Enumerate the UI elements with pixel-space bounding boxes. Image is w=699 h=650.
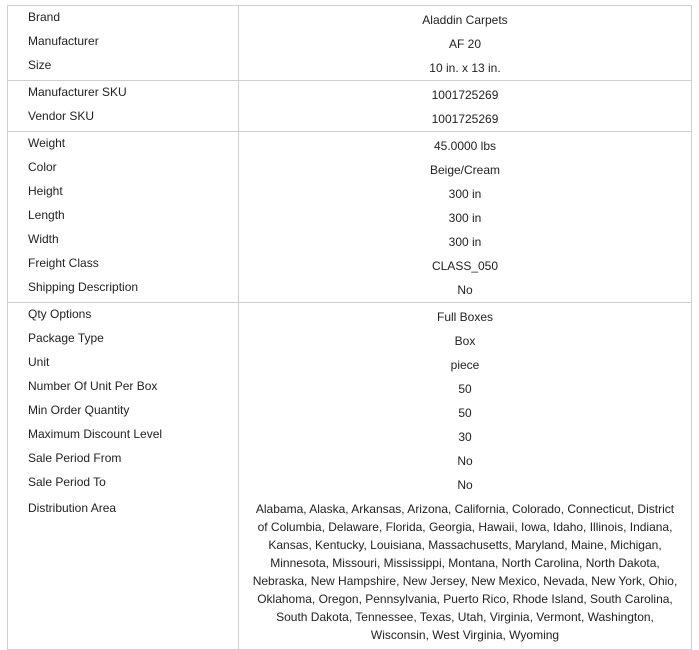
spec-value: Full Boxes — [436, 310, 494, 324]
spec-value: 300 in — [448, 211, 482, 225]
spec-label: Color — [28, 160, 57, 174]
spec-label: Unit — [28, 355, 50, 369]
distribution-area-value: Alabama, Alaska, Arkansas, Arizona, California, Colorado, Connecticut, District of Columbia, Delaware, Florida, Georgia, Hawaii, Iowa, Idaho, Illinois, Indiana, Kansas, Kentucky, Louisiana, Massachusetts, Maryland, Maine, Michigan, Minnesota, Missouri, Mississippi, Montana, North Carolina, North Dakota, Nebraska, New Hampshire, New Jersey, New Mexico, Nevada, New York, Ohio, Oklahoma, Oregon, Pennsylvania, Puerto Rico, Rhode Island, South Carolina, South Dakota, Tennessee, Texas, Utah, Virginia, Vermont, Washington, Wisconsin, West Virginia, Wyoming — [252, 502, 678, 642]
spec-label: Freight Class — [28, 256, 99, 270]
spec-value: No — [457, 478, 473, 492]
spec-value: 45.0000 lbs — [433, 139, 497, 153]
spec-value: 50 — [458, 382, 472, 396]
distribution-value-cell — [239, 497, 692, 650]
spec-value: 300 in — [448, 235, 482, 249]
spec-label: Height — [28, 184, 63, 198]
spec-value: Box — [454, 334, 476, 348]
spec-group-2 — [8, 81, 692, 132]
spec-label: Package Type — [28, 331, 104, 345]
spec-label: Weight — [28, 136, 66, 150]
product-spec-table — [7, 5, 692, 650]
spec-value: 1001725269 — [431, 112, 499, 126]
spec-value: 30 — [458, 430, 472, 444]
spec-label: Size — [28, 58, 52, 72]
spec-value-cell — [239, 303, 692, 498]
spec-label: Manufacturer SKU — [28, 85, 127, 99]
spec-label-cell — [8, 303, 239, 498]
spec-label: Maximum Discount Level — [28, 427, 163, 441]
spec-value-cell — [239, 132, 692, 303]
spec-label-cell — [8, 81, 239, 132]
spec-label: Min Order Quantity — [28, 403, 130, 417]
distribution-label-cell — [8, 497, 239, 650]
spec-label: Distribution Area — [28, 501, 117, 515]
spec-value-cell — [239, 81, 692, 132]
spec-label: Brand — [28, 10, 61, 24]
spec-value: Beige/Cream — [429, 163, 501, 177]
spec-label: Length — [28, 208, 65, 222]
spec-group-1 — [8, 6, 692, 81]
spec-value: CLASS_050 — [431, 259, 499, 273]
spec-value: 50 — [458, 406, 472, 420]
spec-label: Sale Period From — [28, 451, 122, 465]
spec-value: AF 20 — [448, 37, 481, 51]
spec-value: Aladdin Carpets — [422, 13, 508, 27]
distribution-row — [8, 497, 692, 650]
spec-label: Manufacturer — [28, 34, 99, 48]
spec-label: Shipping Description — [28, 280, 139, 294]
spec-label: Number Of Unit Per Box — [28, 379, 158, 393]
spec-value: piece — [450, 358, 480, 372]
spec-label-cell — [8, 6, 239, 81]
spec-value-cell — [239, 6, 692, 81]
spec-label: Width — [28, 232, 59, 246]
spec-label: Vendor SKU — [28, 109, 95, 123]
spec-value: 300 in — [448, 187, 482, 201]
spec-label-cell — [8, 132, 239, 303]
spec-value: No — [457, 283, 473, 297]
spec-value: 1001725269 — [431, 88, 499, 102]
spec-group-3 — [8, 132, 692, 303]
spec-label: Qty Options — [28, 307, 92, 321]
spec-value: 10 in. x 13 in. — [429, 61, 501, 75]
spec-group-4 — [8, 303, 692, 498]
spec-label: Sale Period To — [28, 475, 106, 489]
spec-value: No — [457, 454, 473, 468]
